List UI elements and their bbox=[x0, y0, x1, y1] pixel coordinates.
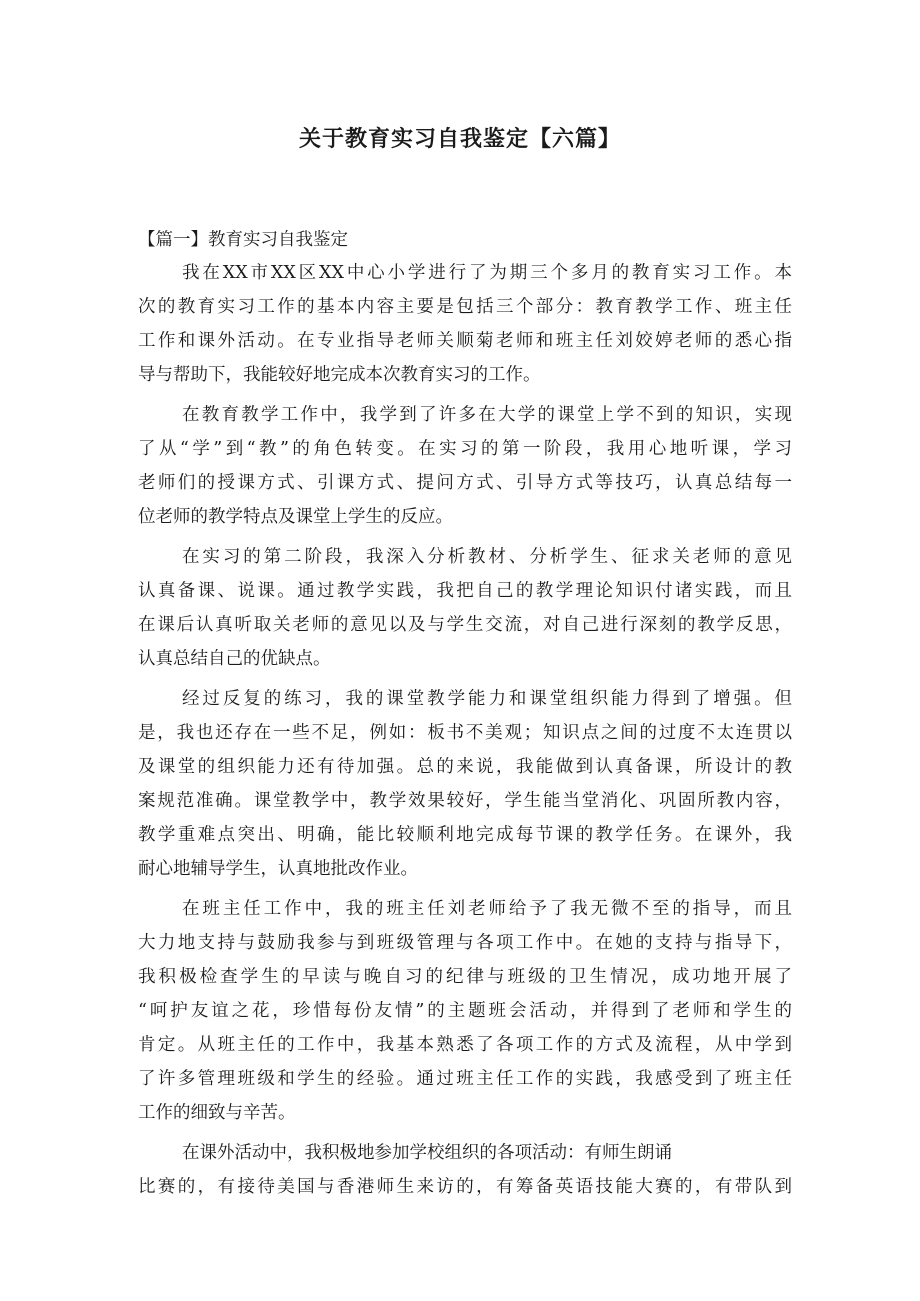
paragraph-line: 比赛的，有接待美国与香港师生来访的，有筹备英语技能大赛的，有带队到 bbox=[138, 1177, 792, 1197]
paragraph-line: 了许多管理班级和学生的经验。通过班主任工作的实践，我感受到了班主任 bbox=[138, 1069, 792, 1089]
paragraph-4 bbox=[138, 682, 792, 886]
paragraph-2 bbox=[138, 398, 792, 534]
paragraph-line: 认真备课、说课。通过教学实践，我把自己的教学理论知识付诸实践，而且 bbox=[138, 581, 792, 601]
paragraph-line: 在实习的第二阶段，我深入分析教材、分析学生、征求关老师的意见 bbox=[182, 547, 792, 567]
paragraph-line: 我积极检查学生的早读与晚自习的纪律与班级的卫生情况，成功地开展了 bbox=[138, 967, 792, 987]
paragraph-line: 教学重难点突出、明确，能比较顺利地完成每节课的教学任务。在课外，我 bbox=[138, 825, 792, 845]
paragraph-line: 认真总结自己的优缺点。 bbox=[138, 649, 331, 669]
paragraph-1 bbox=[138, 256, 792, 392]
paragraph-line: 及课堂的组织能力还有待加强。总的来说，我能做到认真备课，所设计的教 bbox=[138, 757, 792, 777]
paragraph-3 bbox=[138, 540, 792, 676]
paragraph-line: 我在XX市XX区XX中心小学进行了为期三个多月的教育实习工作。本 bbox=[182, 263, 792, 283]
document-title: 关于教育实习自我鉴定【六篇】 bbox=[298, 127, 621, 152]
paragraph-line: 是，我也还存在一些不足，例如：板书不美观；知识点之间的过度不太连贯以 bbox=[138, 723, 792, 743]
paragraph-line: 在教育教学工作中，我学到了许多在大学的课堂上学不到的知识，实现 bbox=[182, 405, 792, 425]
paragraph-line: 次的教育实习工作的基本内容主要是包括三个部分：教育教学工作、班主任 bbox=[138, 297, 792, 317]
paragraph-line: 导与帮助下，我能较好地完成本次教育实习的工作。 bbox=[138, 365, 541, 385]
paragraph-5 bbox=[138, 892, 792, 1130]
paragraph-line: 肯定。从班主任的工作中，我基本熟悉了各项工作的方式及流程，从中学到 bbox=[138, 1035, 792, 1055]
paragraph-line: “呵护友谊之花，珍惜每份友情”的主题班会活动，并得到了老师和学生的 bbox=[138, 1001, 792, 1021]
body-text bbox=[138, 256, 792, 1204]
paragraph-6 bbox=[138, 1136, 792, 1204]
paragraph-line: 老师们的授课方式、引课方式、提问方式、引导方式等技巧，认真总结每一 bbox=[138, 473, 792, 493]
paragraph-line: 在班主任工作中，我的班主任刘老师给予了我无微不至的指导，而且 bbox=[182, 899, 792, 919]
paragraph-line: 在课后认真听取关老师的意见以及与学生交流，对自己进行深刻的教学反思， bbox=[138, 615, 792, 635]
paragraph-line: 工作和课外活动。在专业指导老师关顺菊老师和班主任刘姣婷老师的悉心指 bbox=[138, 331, 792, 351]
paragraph-line: 了从“学”到“教”的角色转变。在实习的第一阶段，我用心地听课，学习 bbox=[138, 439, 792, 459]
paragraph-line: 工作的细致与辛苦。 bbox=[138, 1103, 296, 1123]
paragraph-line: 位老师的教学特点及课堂上学生的反应。 bbox=[138, 507, 453, 527]
paragraph-line: 经过反复的练习，我的课堂教学能力和课堂组织能力得到了增强。但 bbox=[182, 689, 792, 709]
section-heading: 【篇一】教育实习自我鉴定 bbox=[138, 230, 348, 250]
paragraph-line: 在课外活动中，我积极地参加学校组织的各项活动：有师生朗诵 bbox=[182, 1143, 672, 1163]
paragraph-line: 大力地支持与鼓励我参与到班级管理与各项工作中。在她的支持与指导下， bbox=[138, 933, 792, 953]
paragraph-line: 耐心地辅导学生，认真地批改作业。 bbox=[138, 859, 418, 879]
paragraph-line: 案规范准确。课堂教学中，教学效果较好，学生能当堂消化、巩固所教内容， bbox=[138, 791, 792, 811]
